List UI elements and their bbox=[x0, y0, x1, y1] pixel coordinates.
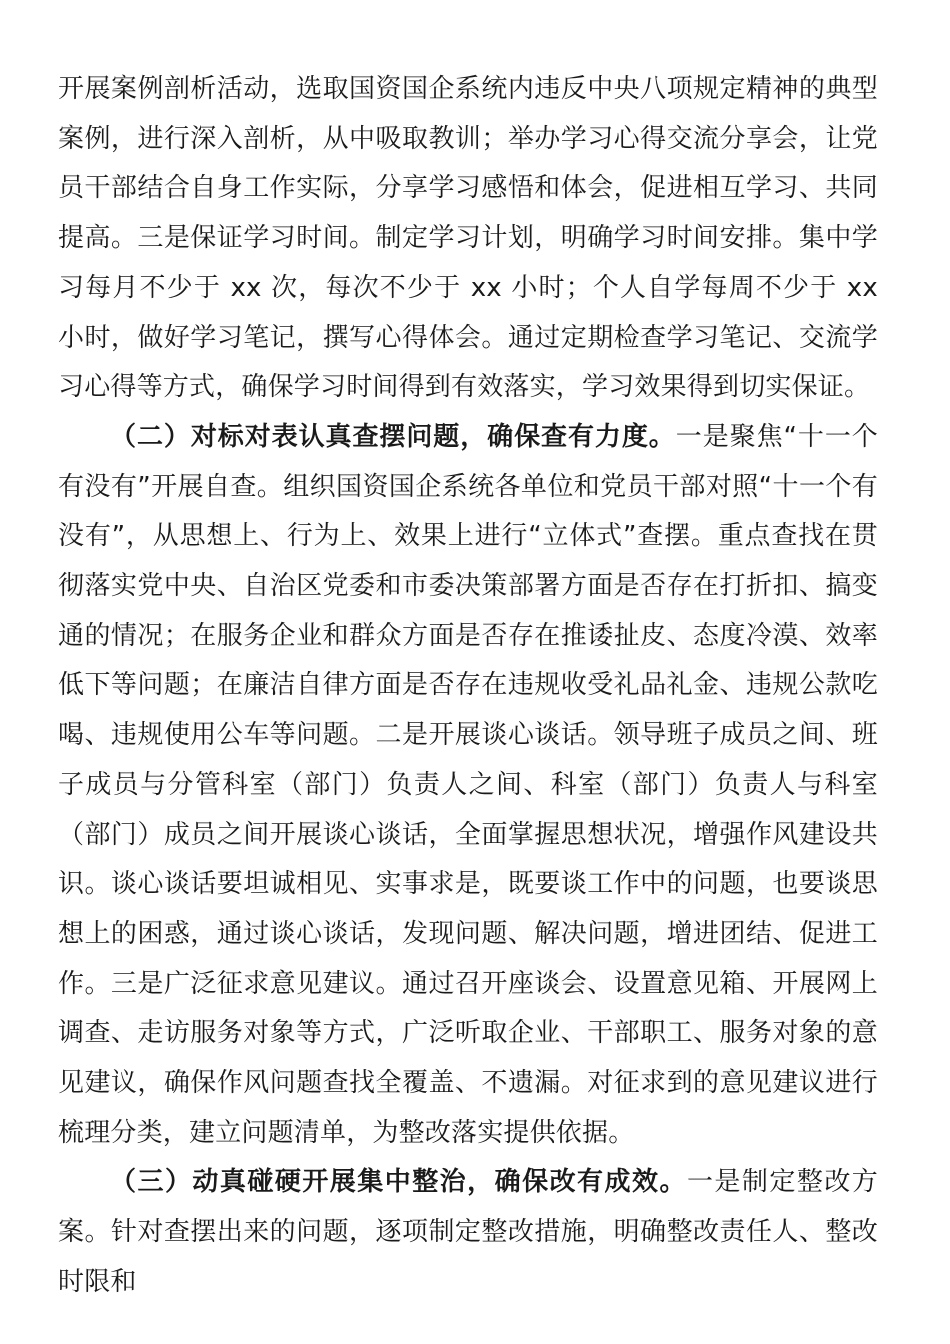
paragraph-3 bbox=[58, 1158, 878, 1307]
paragraph-2-heading: （二）对标对表认真查摆问题，确保查有力度。 bbox=[110, 421, 676, 452]
paragraph-3-text: 一是制定整改方案。针对查摆出来的问题，逐项制定整改措施，明确整改责任人、整改时限和 bbox=[58, 1167, 878, 1297]
document-body bbox=[58, 65, 878, 1308]
paragraph-1-text: 开展案例剖析活动，选取国资国企系统内违反中央八项规定精神的典型案例，进行深入剖析，从中吸取教训；举办学习心得交流分享会，让党员干部结合自身工作实际，分享学习感悟和体会，促进相互学习、共同提高。三是保证学习时间。制定学习计划，明确学习时间安排。集中学习每月不少于 xx 次，每次不少于 xx 小时；个人自学每周不少于 xx 小时，做好学习笔记，撰写心得体会。通过定期检查学习笔记、交流学习心得等方式，确保学习时间得到有效落实，学习效果得到切实保证。 bbox=[58, 74, 878, 403]
paragraph-1 bbox=[58, 65, 878, 413]
paragraph-3-heading: （三）动真碰硬开展集中整治，确保改有成效。 bbox=[110, 1167, 687, 1198]
paragraph-2 bbox=[58, 413, 878, 1159]
paragraph-2-text: 一是聚焦“十一个有没有”开展自查。组织国资国企系统各单位和党员干部对照“十一个有没有”，从思想上、行为上、效果上进行“立体式”查摆。重点查找在贯彻落实党中央、自治区党委和市委决策部署方面是否存在打折扣、搞变通的情况；在服务企业和群众方面是否存在推诿扯皮、态度冷漠、效率低下等问题；在廉洁自律方面是否存在违规收受礼品礼金、违规公款吃喝、违规使用公车等问题。二是开展谈心谈话。领导班子成员之间、班子成员与分管科室（部门）负责人之间、科室（部门）负责人与科室（部门）成员之间开展谈心谈话，全面掌握思想状况，增强作风建设共识。谈心谈话要坦诚相见、实事求是，既要谈工作中的问题，也要谈思想上的困惑，通过谈心谈话，发现问题、解决问题，增进团结、促进工作。三是广泛征求意见建议。通过召开座谈会、设置意见箱、开展网上调查、走访服务对象等方式，广泛听取企业、干部职工、服务对象的意见建议，确保作风问题查找全覆盖、不遗漏。对征求到的意见建议进行梳理分类，建立问题清单，为整改落实提供依据。 bbox=[58, 421, 878, 1148]
